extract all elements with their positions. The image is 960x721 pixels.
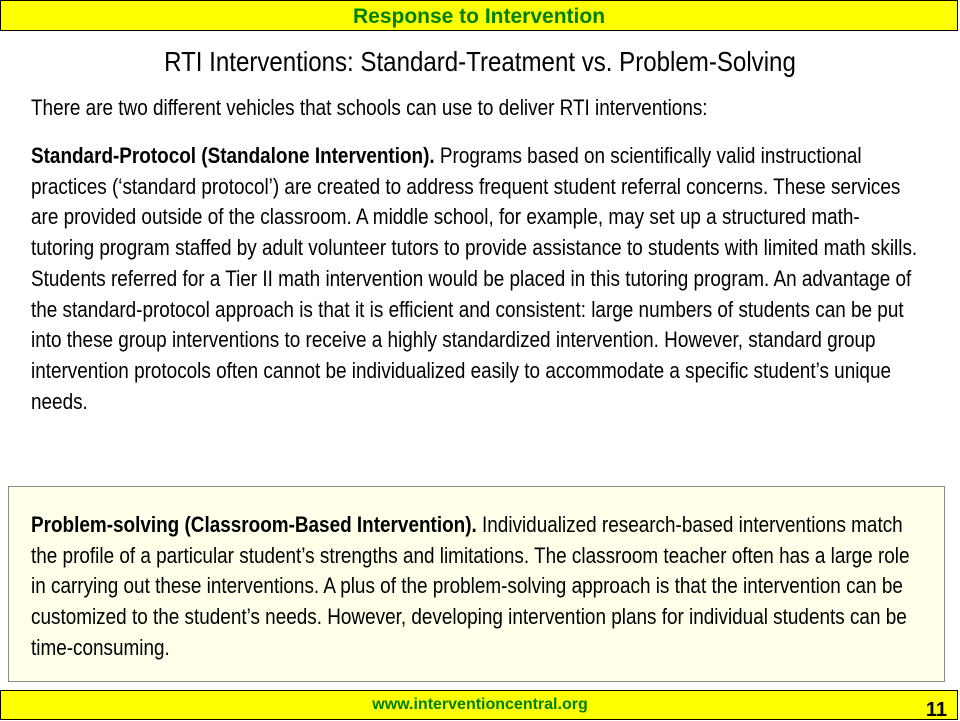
page-title: RTI Interventions: Standard-Treatment vs. Problem-Solving xyxy=(164,46,796,77)
standard-protocol-heading: Standard-Protocol (Standalone Intervention). xyxy=(31,143,435,168)
footer-banner xyxy=(0,690,958,720)
standard-protocol-body: Programs based on scientifically valid instructional practices (‘standard protocol’) are created to address frequent student referral concerns. These services are provided outside of the classroom. A middle school, for example, may set up a structured math-tutoring program staffed by adult volunteer tutors to provide assistance to students with limited math skills. Students referred for a Tier II math intervention would be placed in this tutoring program. An advantage of the standard-protocol approach is that it is efficient and consistent: large numbers of students can be put into these group interventions to receive a highly standardized intervention. However, standard group intervention protocols often cannot be individualized easily to accommodate a specific student’s unique needs. xyxy=(31,143,918,414)
footer-url-link[interactable]: www.interventioncentral.org xyxy=(372,696,588,713)
banner-title: Response to Intervention xyxy=(352,5,606,28)
intro-text: There are two different vehicles that schools can use to deliver RTI interventions: xyxy=(31,95,708,120)
header-banner xyxy=(0,0,958,31)
page-number: 11 xyxy=(925,699,947,721)
problem-solving-heading: Problem-solving (Classroom-Based Intervention). xyxy=(31,512,477,537)
standard-protocol-paragraph xyxy=(31,141,921,417)
problem-solving-paragraph xyxy=(31,510,921,664)
problem-solving-body: Individualized research-based interventions match the profile of a particular student’s strengths and limitations. The classroom teacher often has a large role in carrying out these interventions. A plus of the problem-solving approach is that the intervention can be customized to the student’s needs. However, developing intervention plans for individual students can be time-consuming. xyxy=(31,512,910,660)
